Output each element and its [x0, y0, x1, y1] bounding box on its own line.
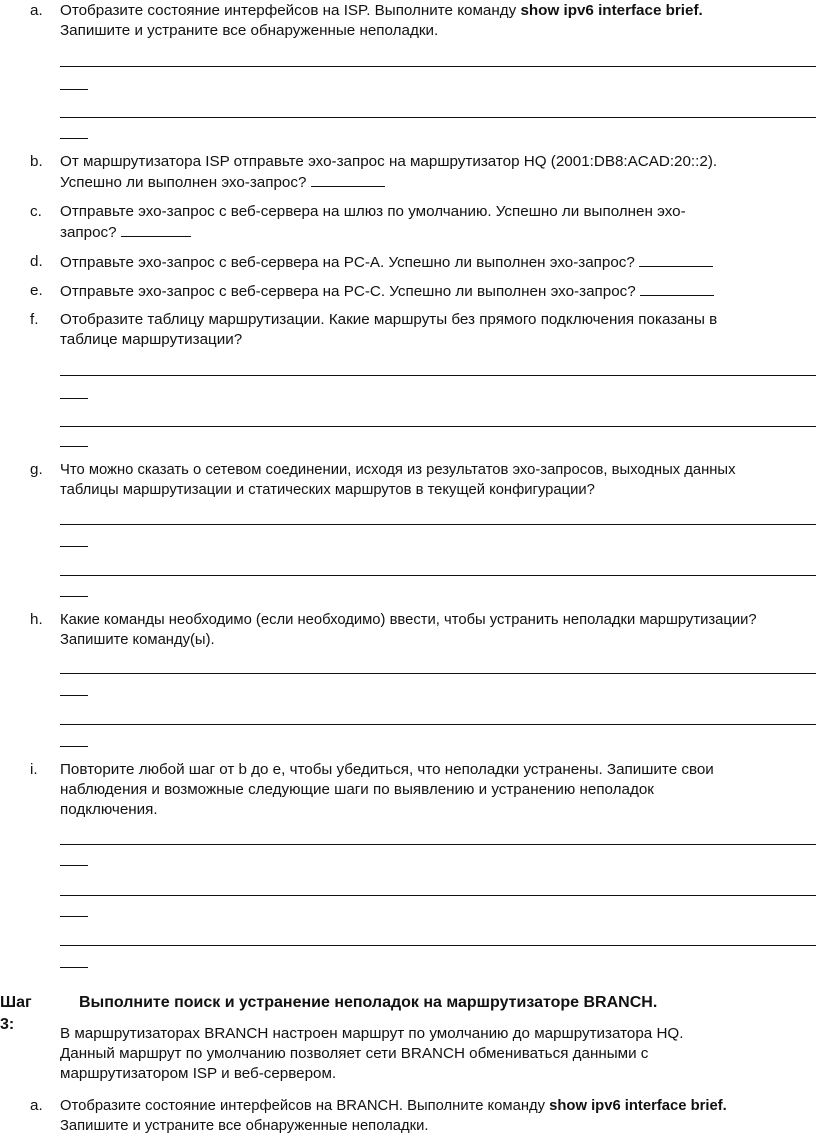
answer-line-end	[60, 967, 88, 968]
answer-line-end	[60, 916, 88, 917]
answer-line[interactable]	[60, 724, 816, 725]
intro-text: В маршрутизаторах BRANCH настроен маршрут по умолчанию до маршрутизатора HQ.	[60, 1025, 684, 1042]
item-letter: c.	[30, 203, 42, 220]
answer-line-end	[60, 695, 88, 696]
answer-blank[interactable]	[311, 172, 385, 187]
answer-blank[interactable]	[639, 252, 713, 267]
question-g	[30, 460, 816, 500]
item-letter: i.	[30, 761, 38, 778]
question-text: Отправьте эхо-запрос с веб-сервера на PC-A. Успешно ли выполнен эхо-запрос?	[60, 254, 635, 271]
intro-text: маршрутизатором ISP и веб-сервером.	[60, 1065, 337, 1082]
item-letter: h.	[30, 611, 43, 628]
question-text: Запишите и устраните все обнаруженные неполадки.	[60, 22, 439, 39]
question-text: Что можно сказать о сетевом соединении, исходя из результатов эхо-запросов, выходных данных	[60, 462, 736, 478]
command-text: show ipv6 interface brief.	[549, 1098, 727, 1114]
answer-line-end	[60, 89, 88, 90]
answer-line[interactable]	[60, 426, 816, 427]
answer-line[interactable]	[60, 673, 816, 674]
question-a-isp	[30, 1, 816, 41]
answer-line[interactable]	[60, 575, 816, 576]
question-text: От маршрутизатора ISP отправьте эхо-запрос на маршрутизатор HQ (2001:DB8:ACAD:20::2).	[60, 153, 718, 170]
answer-line-end	[60, 746, 88, 747]
step3-intro	[60, 1024, 800, 1084]
question-text: Какие команды необходимо (если необходимо) ввести, чтобы устранить неполадки маршрутизации?	[60, 612, 757, 628]
answer-line[interactable]	[60, 66, 816, 67]
question-e	[30, 281, 816, 302]
step-title: Выполните поиск и устранение неполадок на маршрутизаторе BRANCH.	[79, 994, 658, 1011]
answer-line[interactable]	[60, 524, 816, 525]
question-text: Повторите любой шаг от b до e, чтобы убедиться, что неполадки устранены. Запишите свои	[60, 761, 714, 778]
question-text: подключения.	[60, 801, 158, 818]
answer-line[interactable]	[60, 844, 816, 845]
question-f	[30, 310, 816, 350]
question-text: Отобразите состояние интерфейсов на BRANCH. Выполните команду	[60, 1098, 550, 1114]
answer-blank[interactable]	[121, 222, 191, 237]
question-text: Успешно ли выполнен эхо-запрос?	[60, 174, 307, 191]
answer-blank[interactable]	[640, 281, 714, 296]
item-letter: g.	[30, 461, 43, 478]
intro-text: Данный маршрут по умолчанию позволяет сети BRANCH обмениваться данными с	[60, 1045, 649, 1062]
answer-line[interactable]	[60, 117, 816, 118]
question-text: Отобразите таблицу маршрутизации. Какие маршруты без прямого подключения показаны в	[60, 311, 718, 328]
answer-line[interactable]	[60, 945, 816, 946]
question-text: таблице маршрутизации?	[60, 331, 243, 348]
question-b	[30, 152, 816, 193]
answer-line[interactable]	[60, 895, 816, 896]
question-text: Отправьте эхо-запрос с веб-сервера на PC-C. Успешно ли выполнен эхо-запрос?	[60, 283, 636, 300]
question-h	[30, 610, 816, 650]
answer-line-end	[60, 446, 88, 447]
question-text: запрос?	[60, 224, 117, 241]
answer-line-end	[60, 546, 88, 547]
answer-line-end	[60, 865, 88, 866]
question-text: наблюдения и возможные следующие шаги по выявлению и устранению неполадок	[60, 781, 654, 798]
item-letter: f.	[30, 311, 39, 328]
answer-line-end	[60, 596, 88, 597]
item-letter: b.	[30, 153, 43, 170]
question-text: Запишите команду(ы).	[60, 632, 215, 648]
question-d	[30, 252, 816, 273]
item-letter: d.	[30, 253, 43, 270]
question-text: Отправьте эхо-запрос с веб-сервера на шлюз по умолчанию. Успешно ли выполнен эхо-	[60, 203, 686, 220]
answer-line-end	[60, 398, 88, 399]
step-number: Шаг 3:	[0, 994, 32, 1033]
answer-line-end	[60, 138, 88, 139]
question-c	[30, 202, 816, 243]
item-letter: a.	[30, 2, 43, 19]
answer-line[interactable]	[60, 375, 816, 376]
question-text: Запишите и устраните все обнаруженные неполадки.	[60, 1118, 429, 1134]
item-letter: e.	[30, 282, 43, 299]
item-letter: a.	[30, 1097, 43, 1114]
question-text: таблицы маршрутизации и статических маршрутов в текущей конфигурации?	[60, 482, 595, 498]
command-text: show ipv6 interface brief.	[520, 2, 703, 19]
question-i	[30, 760, 816, 820]
question-a-branch	[30, 1096, 816, 1136]
question-text: Отобразите состояние интерфейсов на ISP. Выполните команду	[60, 2, 521, 19]
